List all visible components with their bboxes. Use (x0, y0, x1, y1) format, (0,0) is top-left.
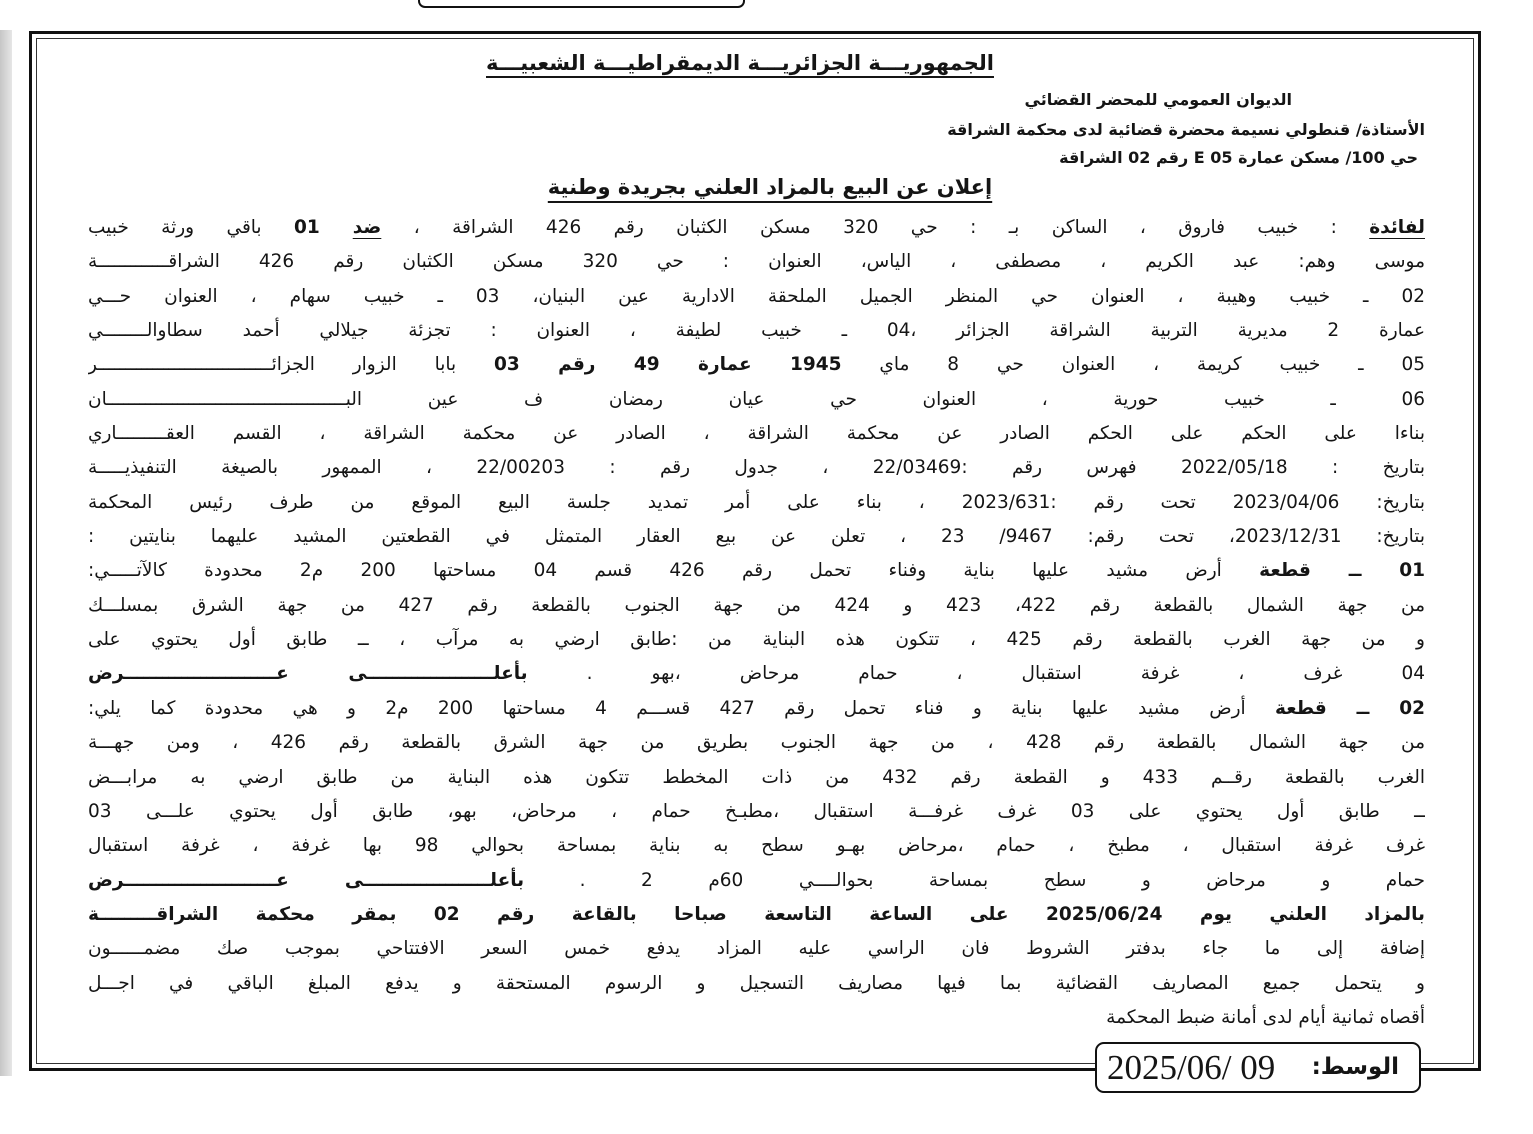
notice-line (88, 932, 1425, 966)
notice-text: أقصاه ثمانية أيام لدى أمانة ضبط المحكمة (1106, 1006, 1425, 1028)
notice-text: و يتحمل جميع المصاريف القضائية بما فيها مصاريف التسجيل و الرسوم المستحقة و يدفع المبلغ الباقي في اجـــل (88, 972, 1425, 994)
bailiff-name: الأستاذة/ قنطولي نسيمة محضرة قضائية لدى محكمة الشراقة (947, 120, 1425, 139)
notice-text: 04 غرف ، غرفة استقبال ، حمام مرحاض ،بهو . (527, 663, 1425, 685)
notice-line (88, 589, 1425, 623)
notice-line (88, 726, 1425, 760)
newspaper-name: الوسط: (1311, 1054, 1399, 1080)
notice-text: حمام و مرحاض و سطح بمساحة بحوالــــي 60م 2 . (524, 869, 1425, 891)
notice-text: 06 ـ خبيب حورية ، العنوان حي عيان رمضان ف عين البــــــــــــــــــــــــــــــــــــــــــــان (88, 388, 1425, 410)
notice-emphasis-text: بأعلــــــــــــــــــــى عــــــــــــــــــــــــرض (88, 663, 528, 685)
notice-line (88, 898, 1425, 932)
notice-emphasis-text: 02 ــ قطعة (1274, 697, 1425, 719)
notice-text: موسى وهم: عبد الكريم ، مصطفى ، الياس، العنوان : حي 320 مسكن الكثبان رقم 426 الشراقـــــــــــــة (88, 251, 1425, 273)
notice-text: بتاريخ: 2023/12/31، تحت رقم: 9467/ 23 ، تعلن عن بيع العقار المتمثل في القطعتين المشيد عليهما بنايتين : (88, 526, 1425, 548)
notice-body (88, 211, 1425, 1035)
notice-line (88, 520, 1425, 554)
notice-title: إعلان عن البيع بالمزاد العلني بجريدة وطنية (547, 175, 993, 199)
bailiff-office: الديوان العمومي للمحضر القضائي (1024, 90, 1292, 109)
notice-text: : خبيب فاروق ، الساكن بـ : حي 320 مسكن الكثبان رقم 426 الشراقة ، (381, 217, 1370, 238)
notice-line (88, 692, 1425, 726)
notice-emphasis-text: لفائدة (1369, 217, 1425, 238)
notice-text: ــ طابق أول يحتوي على 03 غرف غرفـــة استقبال ،مطبـخ حمام ، مرحاض، بهو، طابق أول يحتوي علـــى 03 (88, 800, 1425, 822)
publication-box (1095, 1042, 1421, 1093)
notice-line (88, 348, 1425, 382)
notice-line (88, 486, 1425, 520)
notice-line (88, 417, 1425, 451)
notice-text: الغرب بالقطعة رقــم 433 و القطعة رقم 432 من ذات المخطط تتكون هذه البناية من طابق ارضي به مرابـــض (88, 766, 1425, 788)
republic-heading: الجمهوريـــة الجزائريـــة الديمقراطيـــة الشعبيـــة (486, 51, 994, 75)
notice-emphasis-text: ضد (352, 217, 382, 238)
notice-line (88, 451, 1425, 485)
scan-edge-strip (0, 30, 12, 1076)
notice-text: أرض مشيد عليها بناية و فناء تحمل رقم 427 قســـم 4 مساحتها 200 م2 و هي محدودة كما يلي: (88, 697, 1275, 719)
notice-line (88, 383, 1425, 417)
publication-date: 2025/06/ 09 (1107, 1048, 1276, 1087)
notice-emphasis-text: 01 (294, 217, 353, 238)
notice-line (88, 211, 1425, 245)
bailiff-address: حي 100/ مسكن عمارة E 05 رقم 02 الشراقة (1059, 148, 1418, 167)
notice-text: عمارة 2 مديرية التربية الشراقة الجزائر ،04 ـ خبيب لطيفة ، العنوان : تجزئة جيلالي أحمد سطاوالــــــــي (88, 320, 1425, 342)
notice-text: بناءا على الحكم على الحكم الصادر عن محكمة الشراقة ، الصادر عن محكمة الشراقة ، القسم العقـــــــــاري (88, 423, 1425, 445)
notice-line (88, 314, 1425, 348)
notice-text: غرف غرفة استقبال ، مطبخ ، حمام ،مرحاض بهـو سطح به بناية بمساحة بحوالي 98 بها غرفة ، غرفة استقبال (88, 835, 1425, 857)
notice-text: باقي ورثة خبيب (88, 217, 294, 238)
notice-emphasis-text: بالمزاد العلني يوم 2025/06/24 على الساعة التاسعة صباحا بالقاعة رقم 02 بمقر محكمة الشراقـــــــــة (88, 903, 1425, 925)
notice-line (88, 280, 1425, 314)
notice-text: من جهة الشمال بالقطعة رقم 428 ، من جهة الجنوب بطريق من جهة الشرق بالقطعة رقم 426 ، ومن جهـــة (88, 732, 1425, 754)
notice-emphasis-text: 01 ــ قطعة (1259, 560, 1425, 582)
notice-line (88, 554, 1425, 588)
notice-line (88, 864, 1425, 898)
notice-emphasis-text: بأعلــــــــــــــــــــى عــــــــــــــــــــــــرض (88, 869, 525, 891)
notice-line (88, 1001, 1425, 1035)
notice-emphasis-text: 1945 عمارة 49 رقم 03 (494, 354, 842, 376)
notice-text: 02 ـ خبيب وهيبة ، العنوان حي المنظر الجميل الملحقة الادارية عين البنيان، 03 ـ خبيب سهام ، العنوان حـــي (88, 285, 1425, 307)
notice-text: من جهة الشمال بالقطعة رقم 422، 423 و 424 من جهة الجنوب بالقطعة رقم 427 من جهة الشرق بمسلـــك (88, 594, 1425, 616)
notice-line (88, 657, 1425, 691)
notice-text: بابا الزوار الجزائــــــــــــــــــــــــــــــــر (88, 354, 495, 376)
notice-line (88, 245, 1425, 279)
top-frame-fragment (418, 0, 745, 8)
notice-text: إضافة إلى ما جاء بدفتر الشروط فان الراسي عليه المزاد يدفع خمس السعر الافتتاحي بموجب صك مضمــــــون (88, 938, 1425, 960)
notice-text: أرض مشيد عليها بناية وفناء تحمل رقم 426 قسم 04 مساحتها 200 م2 محدودة كالآتـــــي: (88, 560, 1260, 582)
notice-text: بتاريخ : 2022/05/18 فهرس رقم :22/03469 ، جدول رقم : 22/00203 ، الممهور بالصيغة التنفيذيـــــة (88, 457, 1425, 479)
notice-text: بتاريخ: 2023/04/06 تحت رقم :2023/631 ، بناء على أمر تمديد جلسة البيع الموقع من طرف رئيس المحكمة (88, 491, 1425, 513)
notice-line (88, 795, 1425, 829)
notice-text: و من جهة الغرب بالقطعة رقم 425 ، تتكون هذه البناية من :طابق ارضي به مرآب ، ــ طابق أول يحتوي على (88, 629, 1425, 651)
notice-line (88, 623, 1425, 657)
notice-text: 05 ـ خبيب كريمة ، العنوان حي 8 ماي (841, 354, 1425, 376)
notice-line (88, 829, 1425, 863)
notice-line (88, 761, 1425, 795)
notice-line (88, 967, 1425, 1001)
